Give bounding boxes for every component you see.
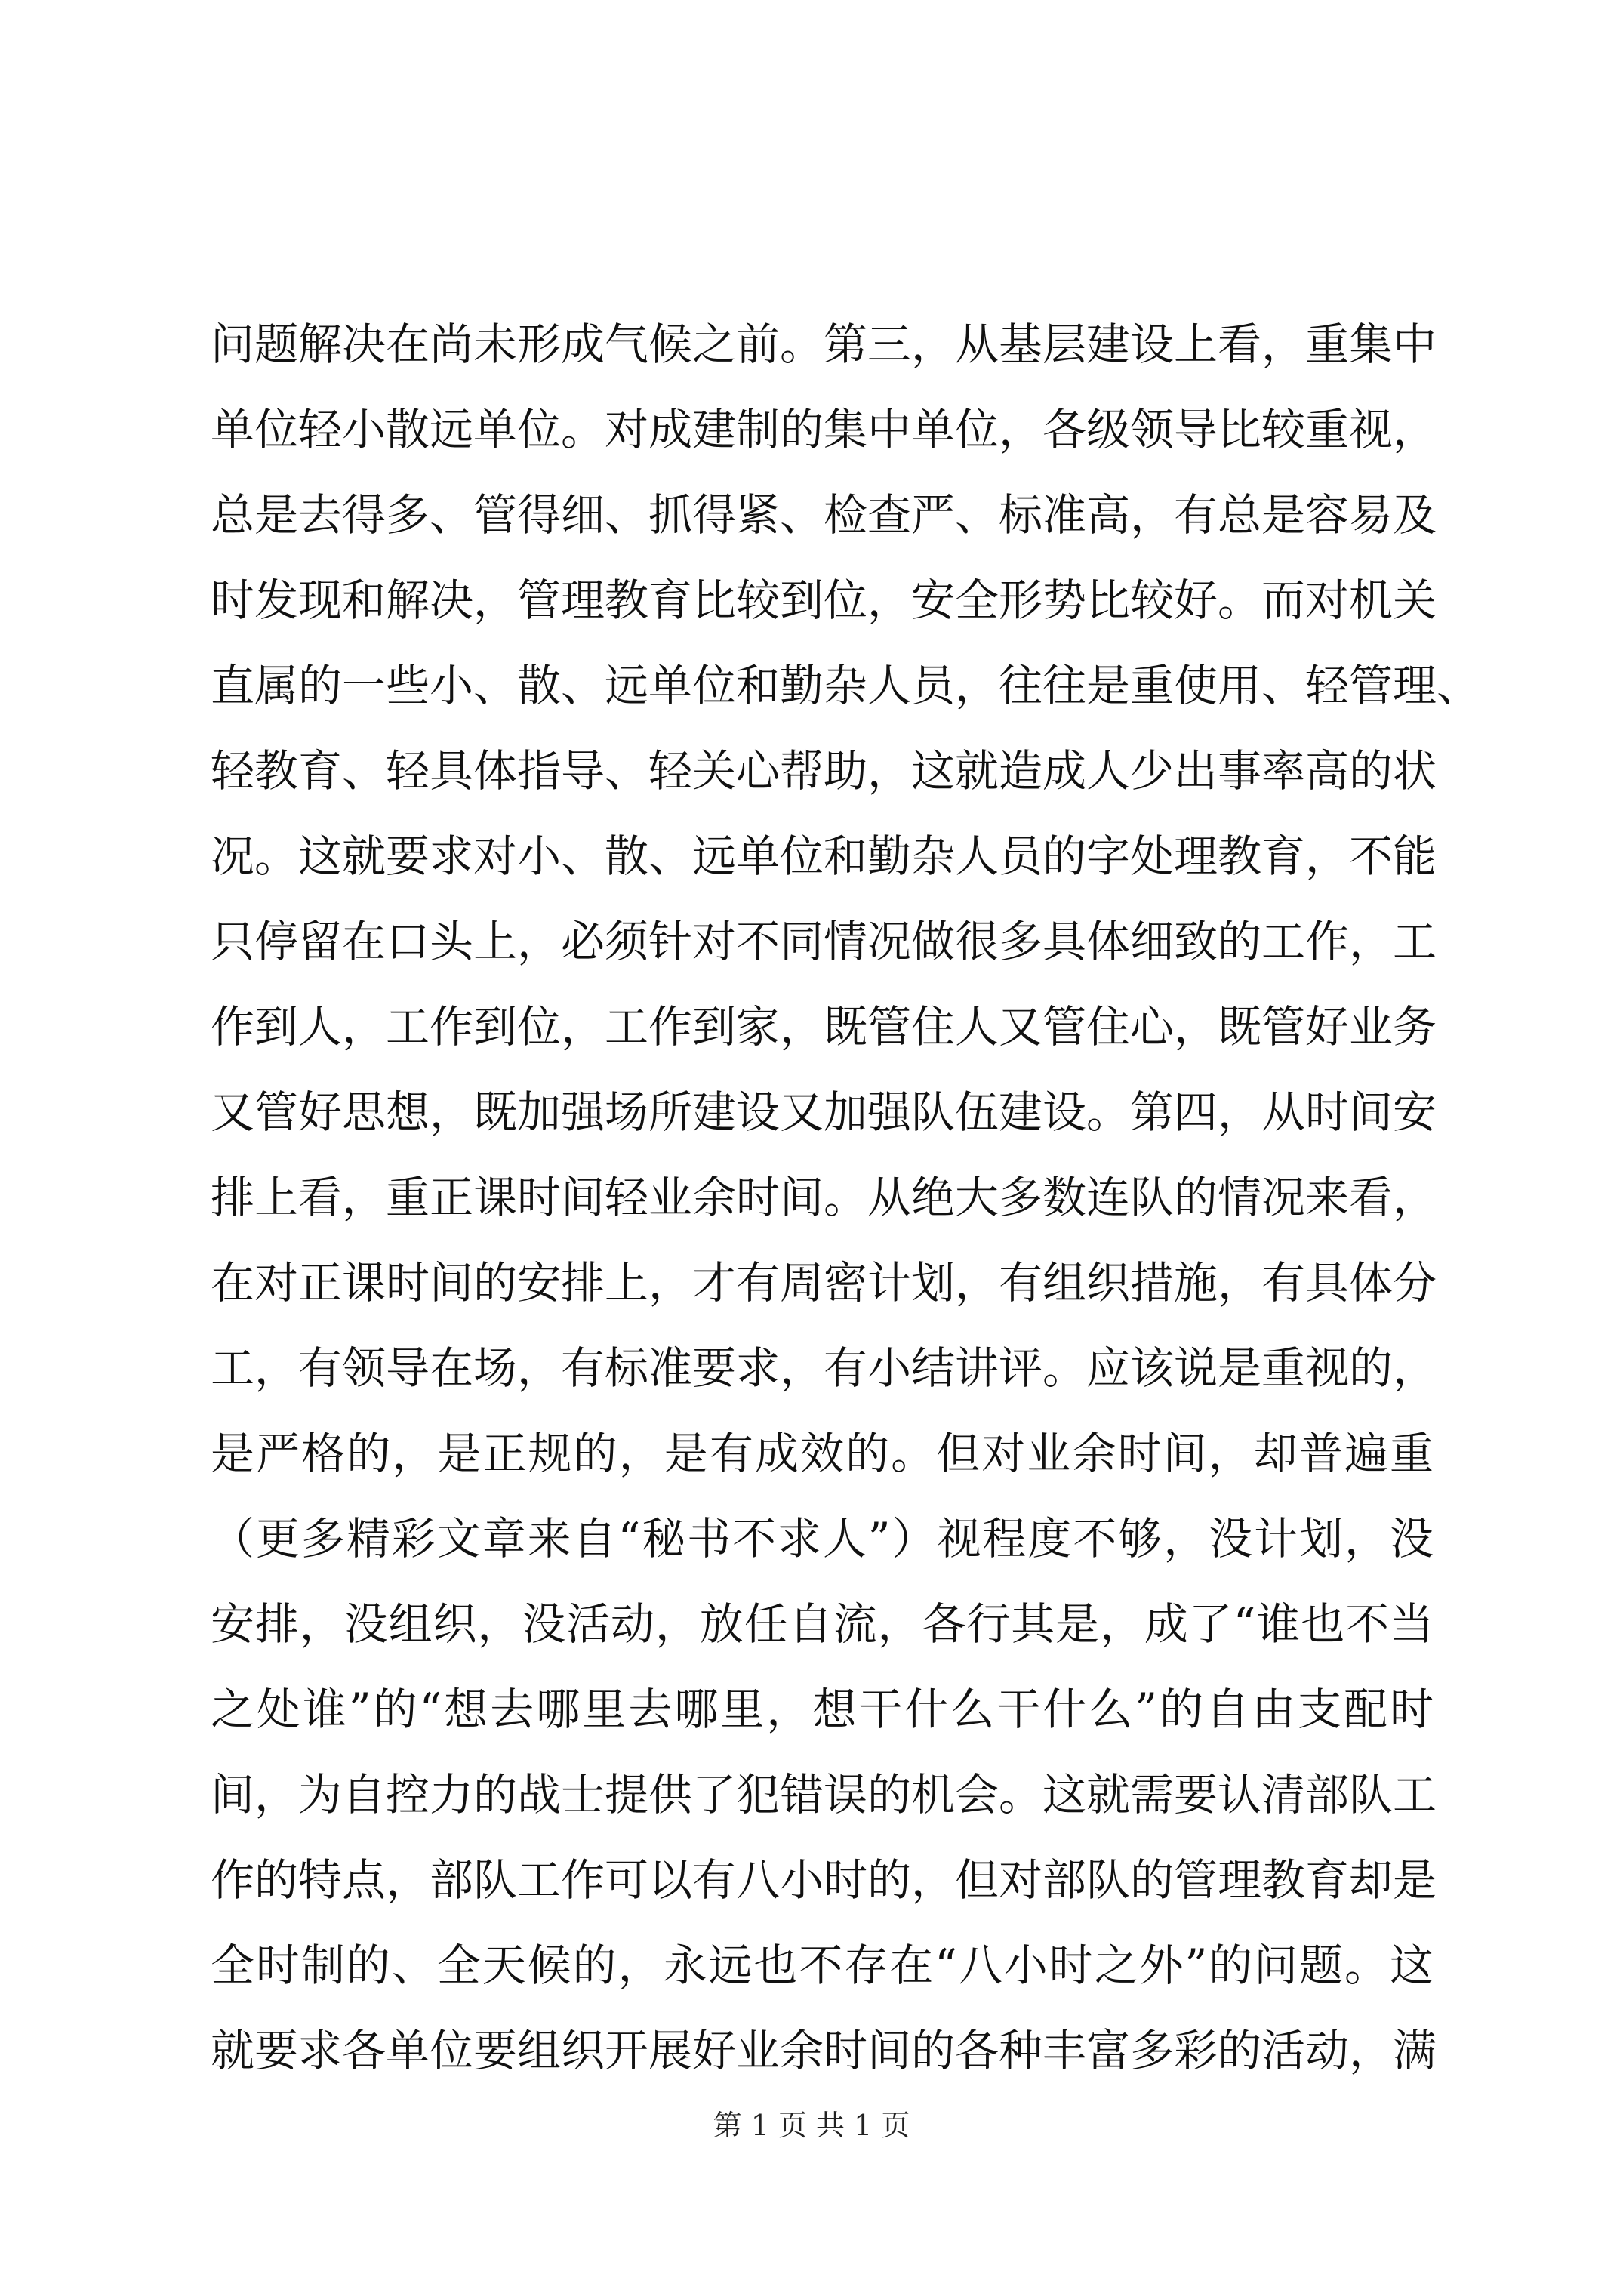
text-line: 全时制的、全天候的，永远也不存在“八小时之外”的问题。这: [211, 1940, 1434, 1991]
page-footer: 第 1 页 共 1 页: [713, 2109, 910, 2142]
text-line: 作的特点，部队工作可以有八小时的，但对部队的管理教育却是: [211, 1854, 1437, 1906]
text-line: 又管好思想，既加强场所建设又加强队伍建设。第四，从时间安: [211, 1086, 1437, 1138]
text-line: 况。这就要求对小、散、远单位和勤杂人员的字处理教育，不能: [211, 831, 1437, 882]
text-line: 是严格的，是正规的，是有成效的。但对业余时间，却普遍重: [211, 1428, 1434, 1479]
text-line: （更多精彩文章来自“秘书不求人”）视程度不够，没计划，没: [211, 1513, 1434, 1564]
text-line: 轻教育、轻具体指导、轻关心帮助，这就造成人少出事率高的状: [211, 745, 1437, 797]
text-line: 排上看，重正课时间轻业余时间。从绝大多数连队的情况来看，: [211, 1172, 1437, 1223]
text-line: 问题解决在尚未形成气候之前。第三，从基层建设上看，重集中: [211, 319, 1437, 370]
text-line: 只停留在口头上，必须针对不同情况做很多具体细致的工作，工: [211, 916, 1437, 967]
text-line: 工，有领导在场，有标准要求，有小结讲评。应该说是重视的，: [211, 1342, 1437, 1394]
body-text: [211, 302, 1481, 2094]
text-line: 安排，没组织，没活动，放任自流，各行其是，成了“谁也不当: [211, 1598, 1434, 1650]
text-line: 时发现和解决，管理教育比较到位，安全形势比较好。而对机关: [211, 575, 1437, 626]
text-line: 作到人，工作到位，工作到家，既管住人又管住心，既管好业务: [211, 1001, 1437, 1052]
text-line: 之处谁”的“想去哪里去哪里，想干什么干什么”的自由支配时: [211, 1684, 1434, 1735]
text-line: 单位轻小散远单位。对成建制的集中单位，各级领导比较重视，: [211, 404, 1437, 455]
text-line: 直属的一些小、散、远单位和勤杂人员，往往是重使用、轻管理、: [211, 660, 1481, 711]
text-line: 在对正课时间的安排上，才有周密计划，有组织措施，有具体分: [211, 1257, 1437, 1308]
text-line: 总是去得多、管得细、抓得紧、检查严、标准高，有总是容易及: [211, 489, 1437, 541]
text-line: 就要求各单位要组织开展好业余时间的各种丰富多彩的活动，满: [211, 2025, 1437, 2076]
text-line: 间，为自控力的战士提供了犯错误的机会。这就需要认清部队工: [211, 1769, 1437, 1820]
